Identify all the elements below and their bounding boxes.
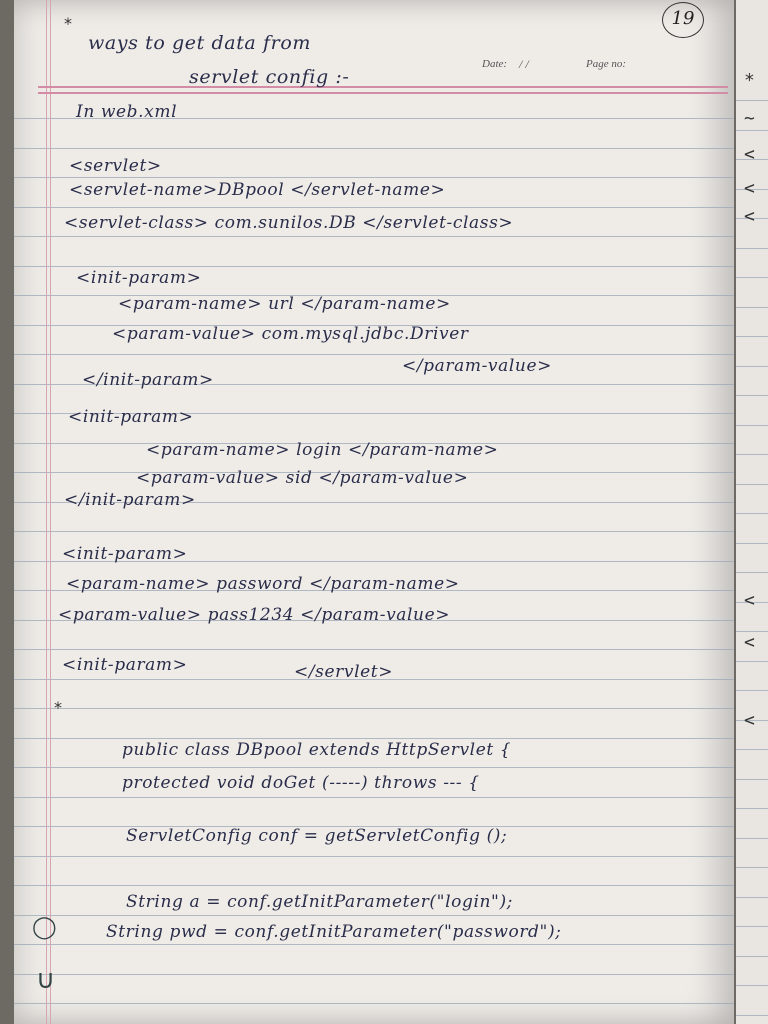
ruled-line — [736, 248, 768, 249]
xml-line: </servlet> — [294, 662, 394, 682]
title-line-2: servlet config :- — [189, 66, 350, 88]
date-value: / / — [519, 57, 529, 71]
xml-line: <init-param> — [68, 407, 194, 427]
ruled-line — [14, 266, 734, 267]
xml-line: <init-param> — [62, 544, 188, 564]
ruled-line — [736, 425, 768, 426]
ruled-line — [736, 897, 768, 898]
xml-line: <servlet-class> com.sunilos.DB </servlet-class> — [64, 213, 514, 233]
ruled-line — [736, 366, 768, 367]
notebook-page — [14, 0, 734, 1024]
adjacent-mark: ~ — [744, 108, 755, 129]
spiral-doodle: ◯ — [32, 915, 57, 940]
adjacent-mark: < — [744, 632, 755, 653]
ruled-line — [14, 148, 734, 149]
ruled-line — [736, 454, 768, 455]
ruled-line — [736, 130, 768, 131]
xml-line: <param-value> com.mysql.jdbc.Driver — [112, 324, 469, 344]
ruled-line — [14, 856, 734, 857]
xml-line: </init-param> — [82, 370, 214, 390]
adjacent-mark: < — [744, 144, 755, 165]
ruled-line — [14, 177, 734, 178]
page-number: 19 — [662, 2, 704, 38]
ruled-line — [736, 690, 768, 691]
ruled-line — [736, 867, 768, 868]
xml-line: </param-value> — [402, 356, 552, 376]
adjacent-mark: < — [744, 206, 755, 227]
ruled-line — [14, 207, 734, 208]
ruled-line — [736, 808, 768, 809]
adjacent-mark: < — [744, 710, 755, 731]
ruled-line — [736, 779, 768, 780]
xml-line: <servlet> — [69, 156, 162, 176]
page-no-label: Page no: — [586, 58, 627, 70]
ruled-line — [736, 838, 768, 839]
ruled-line — [14, 767, 734, 768]
code-line: String a = conf.getInitParameter("login"); — [126, 892, 514, 912]
ruled-line — [736, 484, 768, 485]
margin-line — [46, 0, 47, 1024]
date-label: Date: — [482, 58, 508, 70]
ruled-line — [14, 944, 734, 945]
ruled-line — [14, 974, 734, 975]
hook-doodle: ∪ — [36, 965, 56, 995]
ruled-line — [736, 543, 768, 544]
ruled-line — [14, 1003, 734, 1004]
ruled-line — [14, 915, 734, 916]
adjacent-page — [736, 0, 768, 1024]
ruled-line — [736, 985, 768, 986]
xml-line: <servlet-name>DBpool </servlet-name> — [69, 180, 446, 200]
code-line: public class DBpool extends HttpServlet { — [122, 740, 512, 760]
header-rule-2 — [38, 92, 728, 94]
ruled-line — [736, 277, 768, 278]
xml-line: <init-param> — [62, 655, 188, 675]
ruled-line — [736, 1015, 768, 1016]
code-line: ServletConfig conf = getServletConfig (); — [126, 826, 508, 846]
ruled-line — [736, 395, 768, 396]
ruled-line — [14, 236, 734, 237]
ruled-line — [14, 649, 734, 650]
ruled-line — [736, 336, 768, 337]
adjacent-mark: * — [744, 70, 755, 91]
xml-line: <param-name> password </param-name> — [66, 574, 460, 594]
ruled-line — [736, 513, 768, 514]
ruled-line — [14, 797, 734, 798]
header-rule — [38, 86, 728, 88]
ruled-line — [14, 531, 734, 532]
xml-line: </init-param> — [64, 490, 196, 510]
ruled-line — [736, 100, 768, 101]
title-line-1: ways to get data from — [88, 32, 311, 54]
adjacent-mark: < — [744, 178, 755, 199]
ruled-line — [736, 926, 768, 927]
separator-star: * — [54, 698, 62, 717]
adjacent-mark: < — [744, 590, 755, 611]
code-line: String pwd = conf.getInitParameter("password"); — [106, 922, 562, 942]
xml-line: <param-name> login </param-name> — [146, 440, 499, 460]
xml-line: <param-value> sid </param-value> — [136, 468, 469, 488]
ruled-line — [736, 661, 768, 662]
ruled-line — [14, 354, 734, 355]
code-line: protected void doGet (-----) throws --- { — [122, 773, 480, 793]
ruled-line — [736, 749, 768, 750]
margin-line-2 — [50, 0, 51, 1024]
ruled-line — [736, 307, 768, 308]
section-label: In web.xml — [76, 102, 178, 122]
ruled-line — [14, 708, 734, 709]
ruled-line — [736, 572, 768, 573]
ruled-line — [14, 738, 734, 739]
ruled-line — [736, 956, 768, 957]
xml-line: <param-name> url </param-name> — [118, 294, 451, 314]
xml-line: <init-param> — [76, 268, 202, 288]
xml-line: <param-value> pass1234 </param-value> — [58, 605, 451, 625]
ruled-line — [14, 885, 734, 886]
title-star: * — [64, 14, 72, 33]
